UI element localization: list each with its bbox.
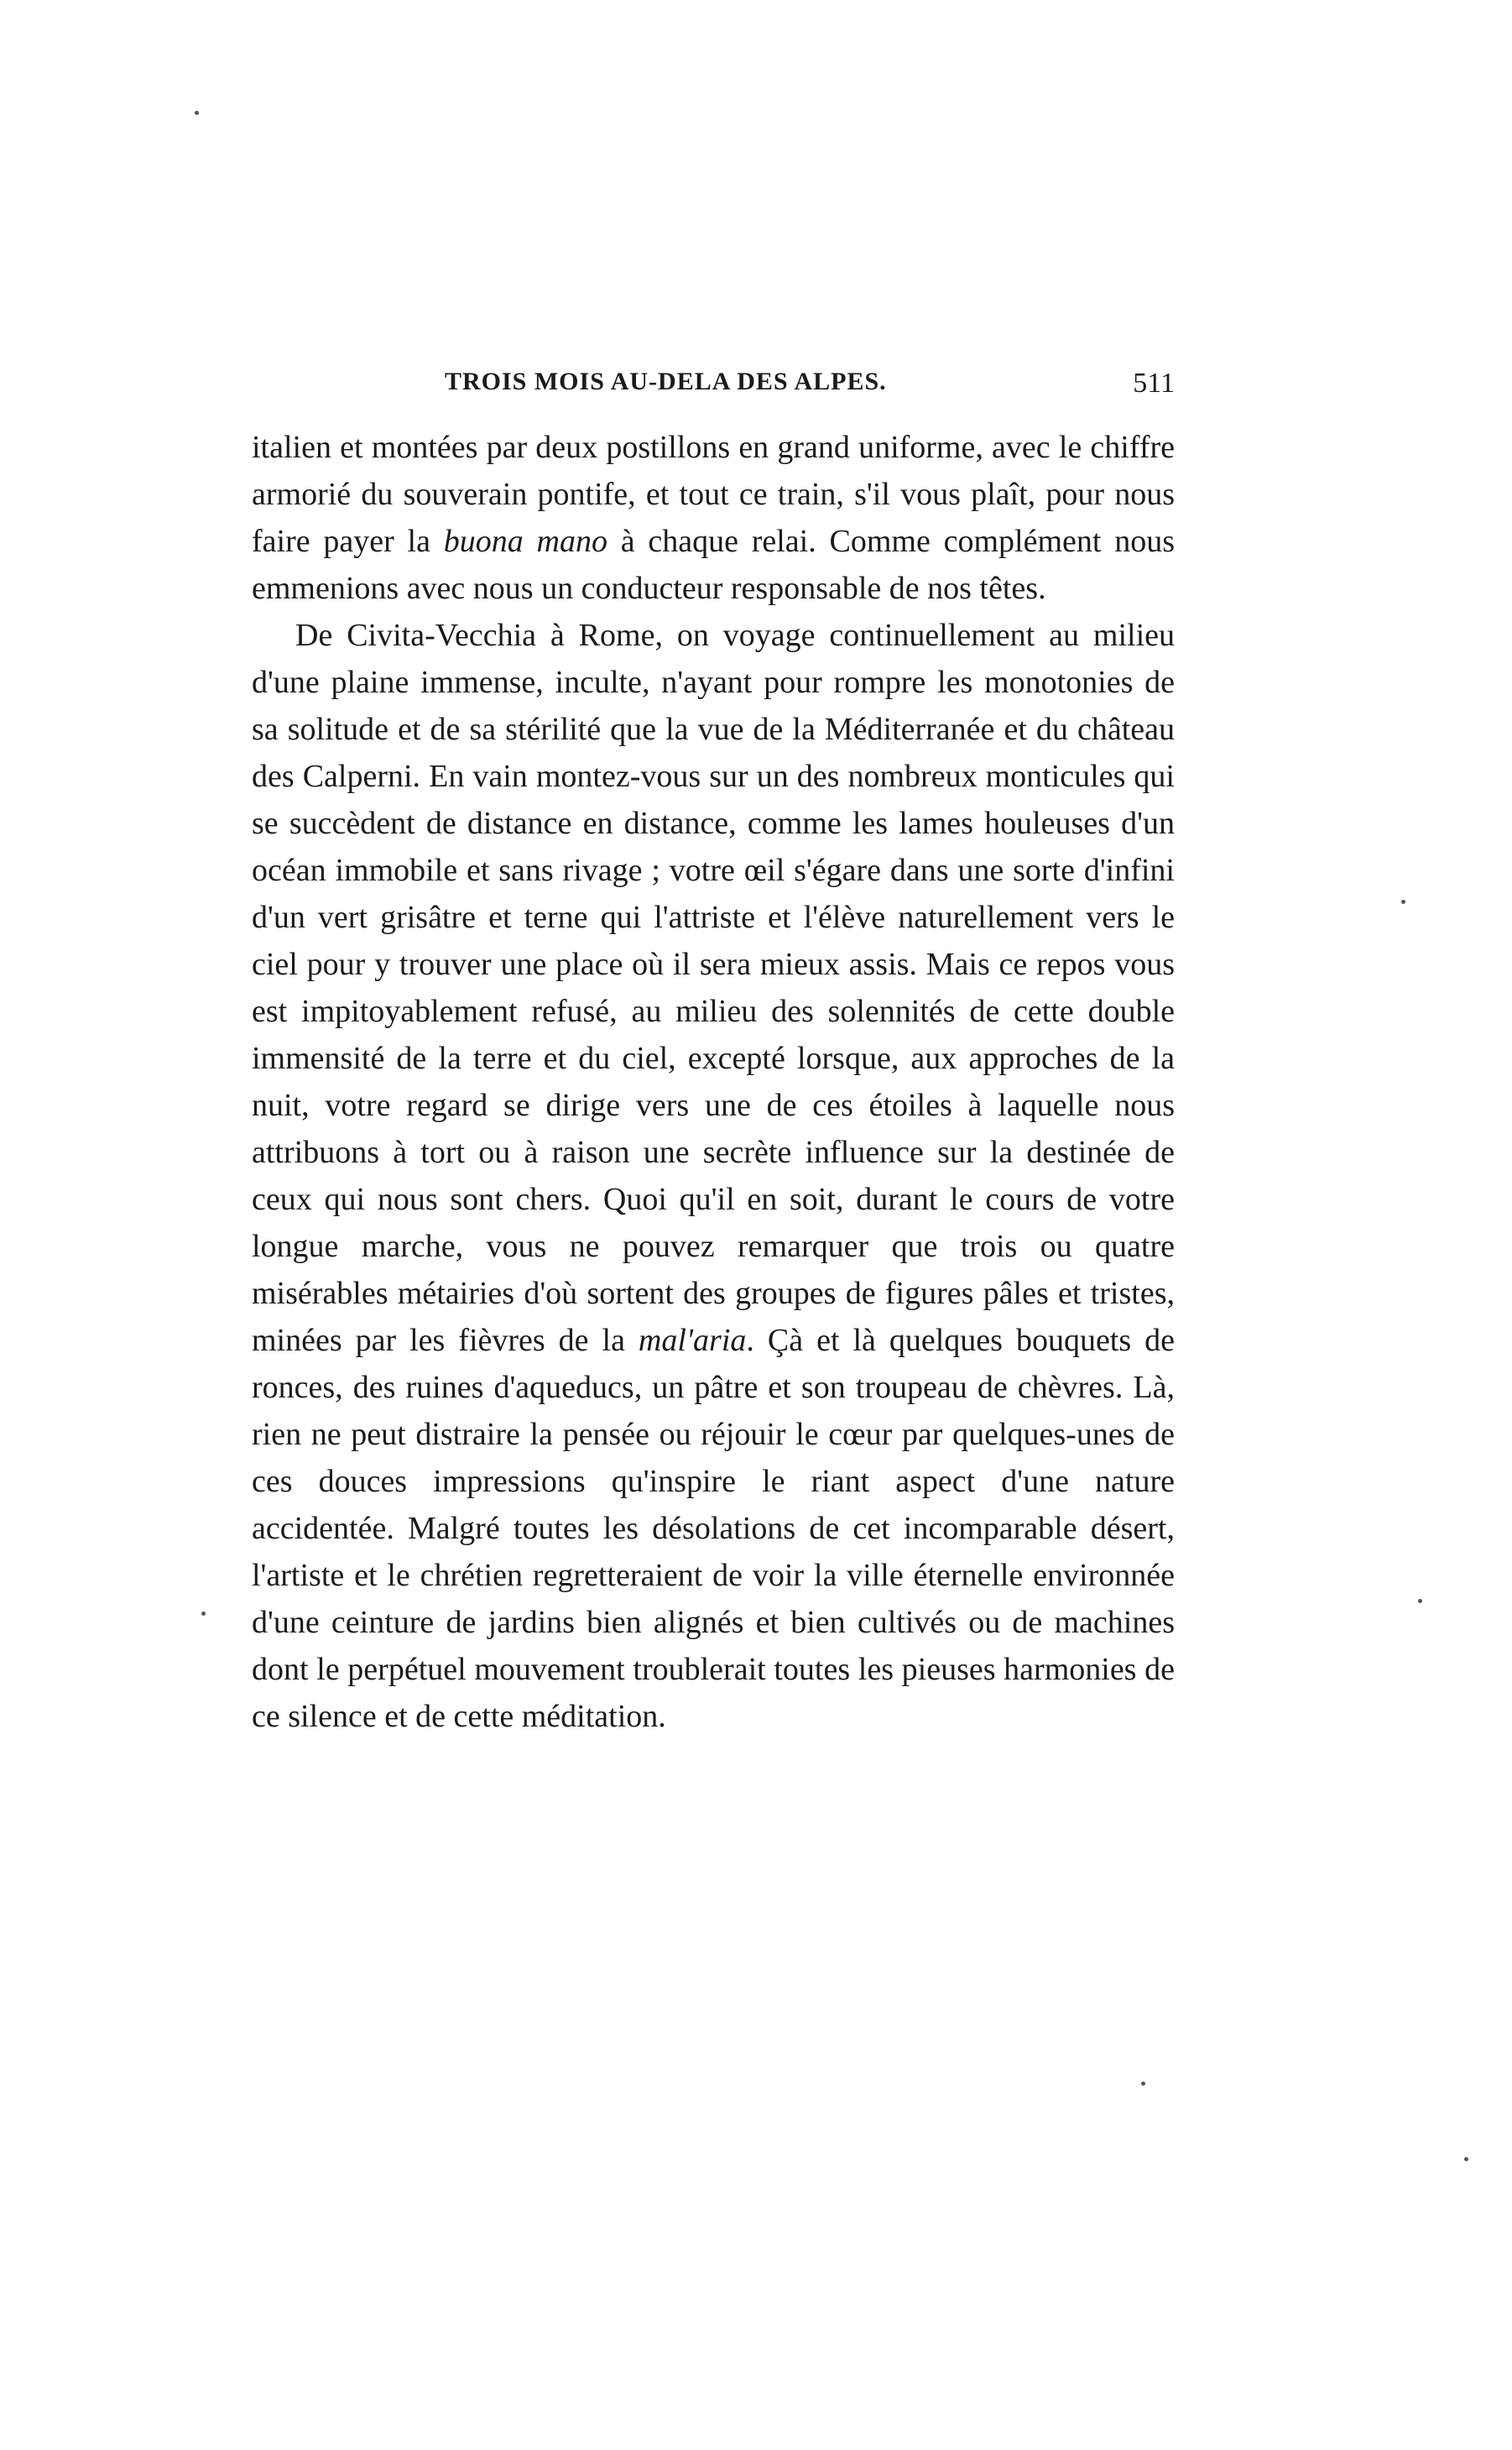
scan-speck	[195, 111, 199, 115]
italic-phrase-buona-mano: buona mano	[443, 524, 607, 559]
page-header	[252, 368, 1175, 418]
scan-speck	[1141, 2082, 1145, 2086]
scan-speck	[1401, 900, 1405, 904]
scan-speck	[1418, 1599, 1422, 1603]
page-number: 511	[1133, 368, 1175, 399]
scan-speck	[1464, 2157, 1468, 2161]
italic-phrase-malaria: mal'aria	[638, 1323, 747, 1358]
scan-speck	[201, 1612, 206, 1616]
running-title: TROIS MOIS AU-DELA DES ALPES.	[445, 368, 887, 395]
text-span: italien et montées par deux postillons en grand uniforme, avec le chiffre armorié du souverain pontife, et tout ce train, s'il vous plaît, pour nous faire payer la	[252, 430, 1175, 559]
text-span: à chaque relai. Comme complément nous emmenions avec nous un conducteur responsable de nos têtes.	[252, 524, 1175, 606]
body-text	[252, 424, 1175, 1740]
paragraph-civita-vecchia	[252, 612, 1175, 1740]
text-span: De Civita-Vecchia à Rome, on voyage continuellement au milieu d'une plaine immense, inculte, n'ayant pour rompre les monotonies de sa solitude et de sa stérilité que la vue de la Méditerranée et du château des Calperni. En vain montez-vous sur un des nombreux monticules qui se succèdent de distance en distance, comme les lames houleuses d'un océan immobile et sans rivage ; votre œil s'égare dans une sorte d'infini d'un vert grisâtre et terne qui l'attriste et l'élève naturellement vers le ciel pour y trouver une place où il sera mieux assis. Mais ce repos vous est impitoyablement refusé, au milieu des solennités de cette double immensité de la terre et du ciel, excepté lorsque, aux approches de la nuit, votre regard se dirige vers une de ces étoiles à laquelle nous attribuons à tort ou à raison une secrète influence sur la destinée de ceux qui nous sont chers. Quoi qu'il en soit, durant le cours de votre longue marche, vous ne pouvez remarquer que trois ou quatre misérables métairies d'où sortent des groupes de figures pâles et tristes, minées par les fièvres de la	[252, 618, 1175, 1358]
text-span: . Çà et là quelques bouquets de ronces, des ruines d'aqueducs, un pâtre et son troupeau de chèvres. Là, rien ne peut distraire la pensée ou réjouir le cœur par quelques-unes de ces douces impressions qu'inspire le riant aspect d'une nature accidentée. Malgré toutes les désolations de cet incomparable désert, l'artiste et le chrétien regretteraient de voir la ville éternelle environnée d'une ceinture de jardins bien alignés et bien cultivés ou de machines dont le perpétuel mouvement troublerait toutes les pieuses harmonies de ce silence et de cette méditation.	[252, 1323, 1175, 1734]
paragraph-continuation	[252, 424, 1175, 612]
